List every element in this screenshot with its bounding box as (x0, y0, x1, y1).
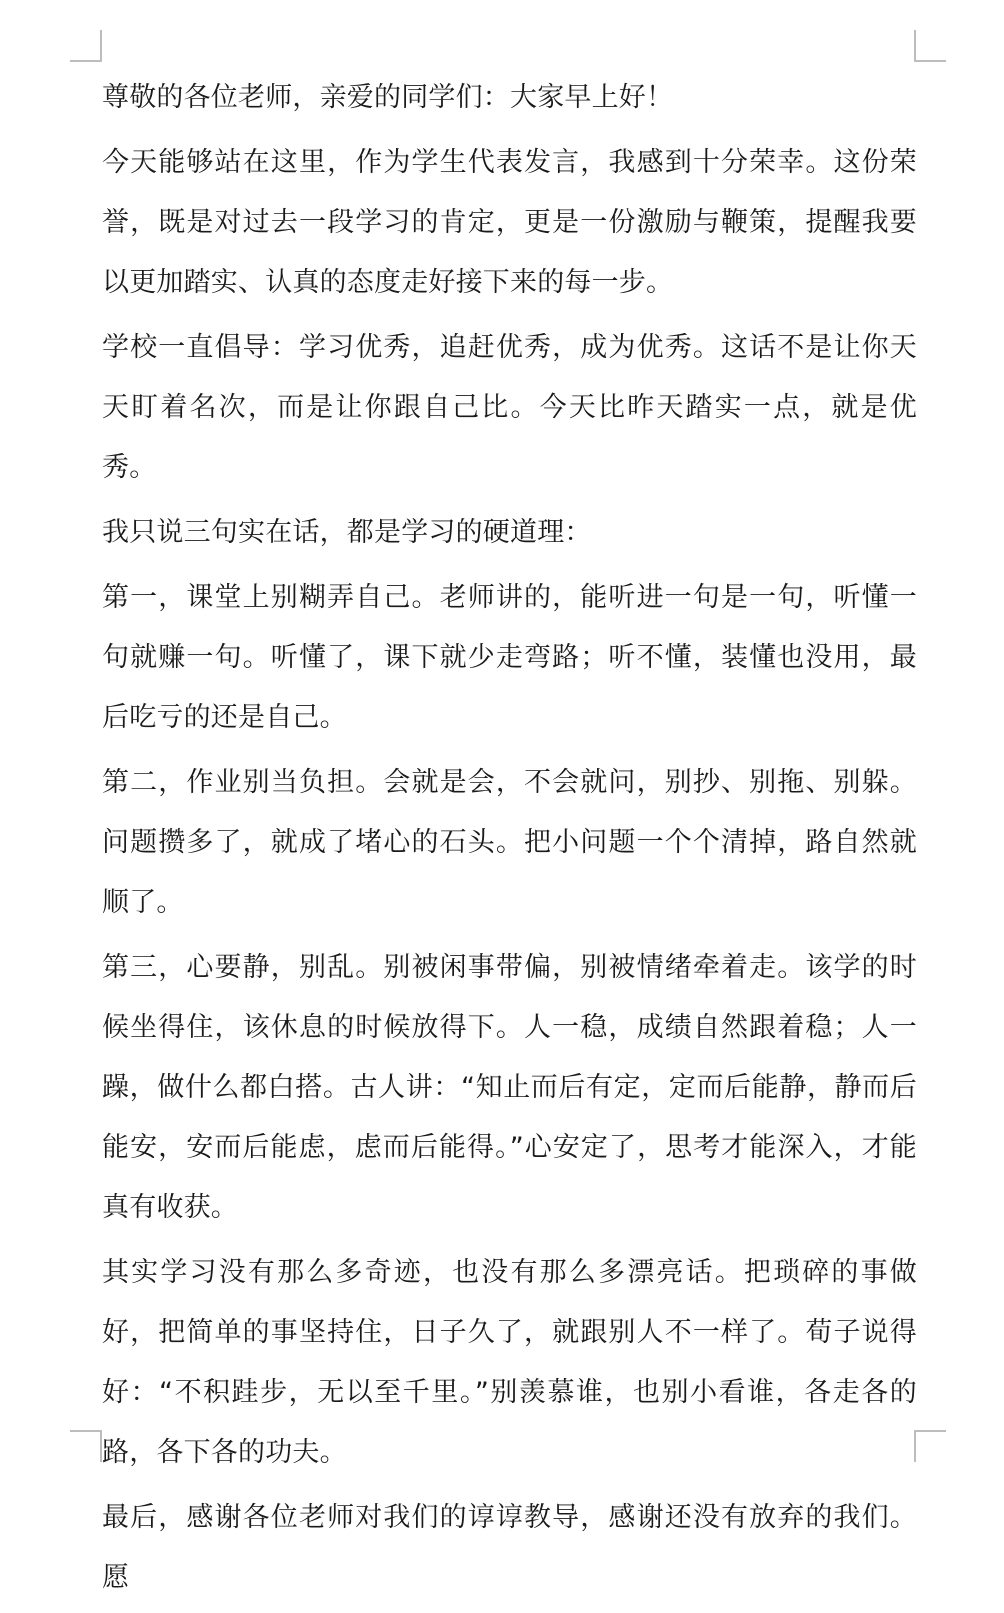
intro-paragraph: 今天能够站在这里，作为学生代表发言，我感到十分荣幸。这份荣誉，既是对过去一段学习的肯定，更是一份激励与鞭策，提醒我要以更加踏实、认真的态度走好接下来的每一步。 (102, 147, 917, 298)
summary-paragraph: 其实学习没有那么多奇迹，也没有那么多漂亮话。把琐碎的事做好，把简单的事坚持住，日子久了，就跟别人不一样了。荀子说得好：“不积跬步，无以至千里。”别羡慕谁，也别小看谁，各走各的路，各下各的功夫。 (102, 1257, 917, 1468)
crop-mark-top-right (914, 30, 946, 62)
three-points-intro-paragraph: 我只说三句实在话，都是学习的硬道理： (102, 517, 592, 548)
point-one-paragraph: 第一，课堂上别糊弄自己。老师讲的，能听进一句是一句，听懂一句就赚一句。听懂了，课下就少走弯路；听不懂，装懂也没用，最后吃亏的还是自己。 (102, 582, 917, 733)
crop-mark-bottom-left (70, 1430, 102, 1462)
point-two-paragraph: 第二，作业别当负担。会就是会，不会就问，别抄、别拖、别躲。问题攒多了，就成了堵心的石头。把小问题一个个清掉，路自然就顺了。 (102, 767, 917, 918)
crop-mark-top-left (70, 30, 102, 62)
document-body (102, 68, 917, 1613)
crop-mark-bottom-right (914, 1430, 946, 1462)
point-three-paragraph: 第三，心要静，别乱。别被闲事带偏，别被情绪牵着走。该学的时候坐得住，该休息的时候放得下。人一稳，成绩自然跟着稳；人一躁，做什么都白搭。古人讲：“知止而后有定，定而后能静，静而后能安，安而后能虑，虑而后能得。”心安定了，思考才能深入，才能真有收获。 (102, 952, 917, 1223)
greeting-paragraph: 尊敬的各位老师，亲爱的同学们：大家早上好！ (102, 82, 674, 113)
school-motto-paragraph: 学校一直倡导：学习优秀，追赶优秀，成为优秀。这话不是让你天天盯着名次，而是让你跟自己比。今天比昨天踏实一点，就是优秀。 (102, 332, 917, 483)
closing-paragraph: 最后，感谢各位老师对我们的谆谆教导，感谢还没有放弃的我们。愿 (102, 1502, 917, 1593)
